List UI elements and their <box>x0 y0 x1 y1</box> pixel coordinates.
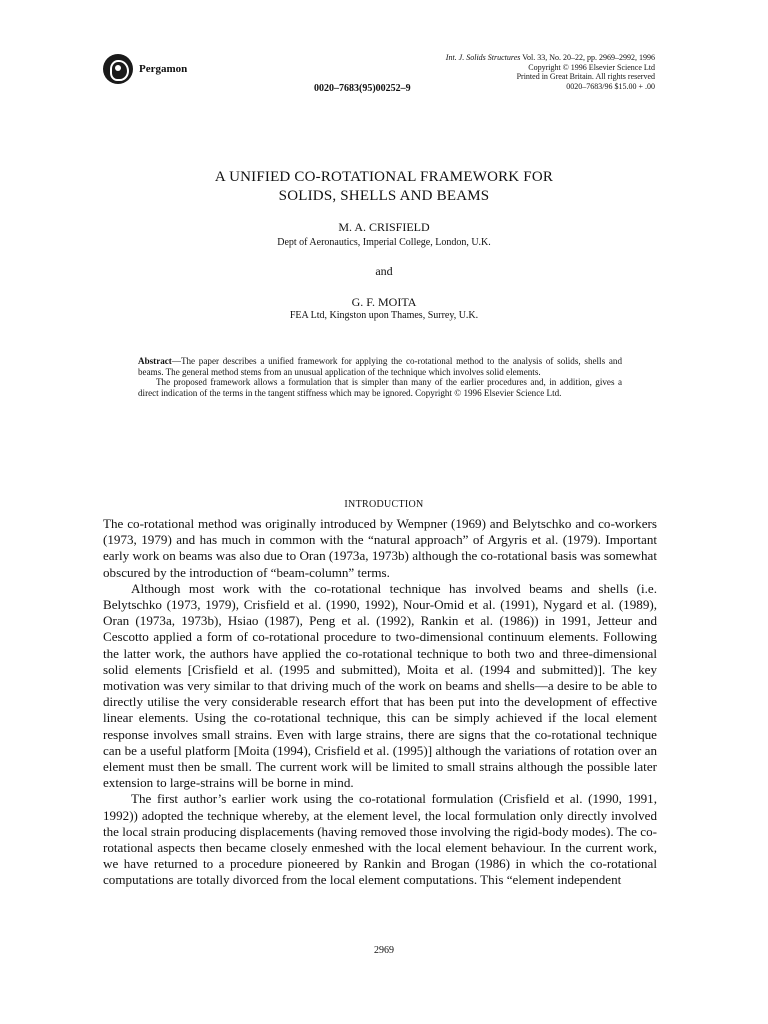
abstract-dash: — <box>171 356 181 366</box>
author-2-affiliation: FEA Ltd, Kingston upon Thames, Surrey, U.K. <box>289 310 479 321</box>
pergamon-logo-icon <box>103 54 133 84</box>
copyright-line: Copyright © 1996 Elsevier Science Ltd <box>528 62 655 72</box>
printed-line: Printed in Great Britain. All rights reserved <box>516 72 655 81</box>
author-1-name: M. A. CRISFIELD <box>338 220 430 234</box>
publisher-logo <box>103 54 187 84</box>
author-1-affiliation: Dept of Aeronautics, Imperial College, London, U.K. <box>277 237 491 248</box>
abstract-paragraph-2: The proposed framework allows a formulation that is simpler than many of the earlier procedures and, in addition, gives a direct indication of the terms in the tangent stiffness which may be ignored. Copyright © 1996 Elsevier Science Ltd. <box>138 377 622 398</box>
body-text <box>103 516 657 889</box>
body-paragraph-1: The co-rotational method was originally introduced by Wempner (1969) and Belytschko and co-workers (1973, 1979) and has much in common with the “natural approach” of Argyris et al. (1979). Important early work on beams was also due to Oran (1973a, 1973b) although the co-rotational basis was somewhat obscured by the introduction of “beam-column” terms. <box>103 516 657 580</box>
journal-citation <box>446 53 655 63</box>
body-paragraph-2: Although most work with the co-rotational technique has involved beams and shells (i.e. Belytschko (1973, 1979), Crisfield et al. (1990, 1992), Nour-Omid et al. (1991), Nygard et al. (1989), Oran (1973a, 1973b), Hsiao (1987), Peng et al. (1992), Rankin et al. (1986)) in 1991, Jetteur and Cescotto applied a form of co-rotational procedure to two-dimensional continuum elements. Following the latter work, the authors have applied the co-rotational technique to both two and three-dimensional solid elements [Crisfield et al. (1995 and submitted), Moita et al. (1994 and submitted)]. The key motivation was very similar to that driving much of the work on beams and shells—a desire to be able to directly utilise the very considerable research effort that has been put into the development of effective linear elements. Using the co-rotational technique, this can be simply achieved if the local element response involves small strains. Even with large strains, there are signs that the co-rotational technique can be a useful platform [Moita (1994), Crisfield et al. (1995)] although the variations of rotation over an element must then be small. The current work will be limited to small strains although the possible later extension to large-strains will be borne in mind. <box>103 580 657 791</box>
abstract-paragraph-1 <box>138 356 622 377</box>
title-line-2: SOLIDS, SHELLS AND BEAMS <box>278 188 490 204</box>
abstract <box>138 356 622 398</box>
publisher-name: Pergamon <box>139 63 188 75</box>
abstract-label: Abstract <box>138 356 172 366</box>
and-separator: and <box>375 264 393 278</box>
body-paragraph-3: The first author’s earlier work using the co-rotational formulation (Crisfield et al. (1990, 1991, 1992)) adopted the technique whereby, at the element level, the local formulation only directly involved the local strain producing displacements (having removed those involving the rigid-body modes). The co-rotational aspects then became closely enmeshed with the local element behaviour. In the current work, we have returned to a procedure pioneered by Rankin and Brogan (1986) in which the co-rotational computations are totally divorced from the local element computations. This “element independent <box>103 791 657 888</box>
abstract-text-1: The paper describes a unified framework for applying the co-rotational method to the analysis of solids, shells and beams. The general method stems from an unusual application of the technique which involves solid elements. <box>138 356 622 377</box>
paper-title <box>0 168 768 206</box>
title-line-1: A UNIFIED CO-ROTATIONAL FRAMEWORK FOR <box>214 169 554 185</box>
price-line: 0020–7683/96 $15.00 + .00 <box>566 81 655 91</box>
journal-reference: Vol. 33, No. 20–22, pp. 2969–2992, 1996 <box>520 53 655 62</box>
section-heading: INTRODUCTION <box>344 499 424 510</box>
page-number: 2969 <box>374 945 394 956</box>
journal-info <box>446 53 655 91</box>
doi: 0020–7683(95)00252–9 <box>314 83 411 94</box>
journal-name: Int. J. Solids Structures <box>445 53 521 62</box>
author-2-name: G. F. MOITA <box>351 295 417 309</box>
